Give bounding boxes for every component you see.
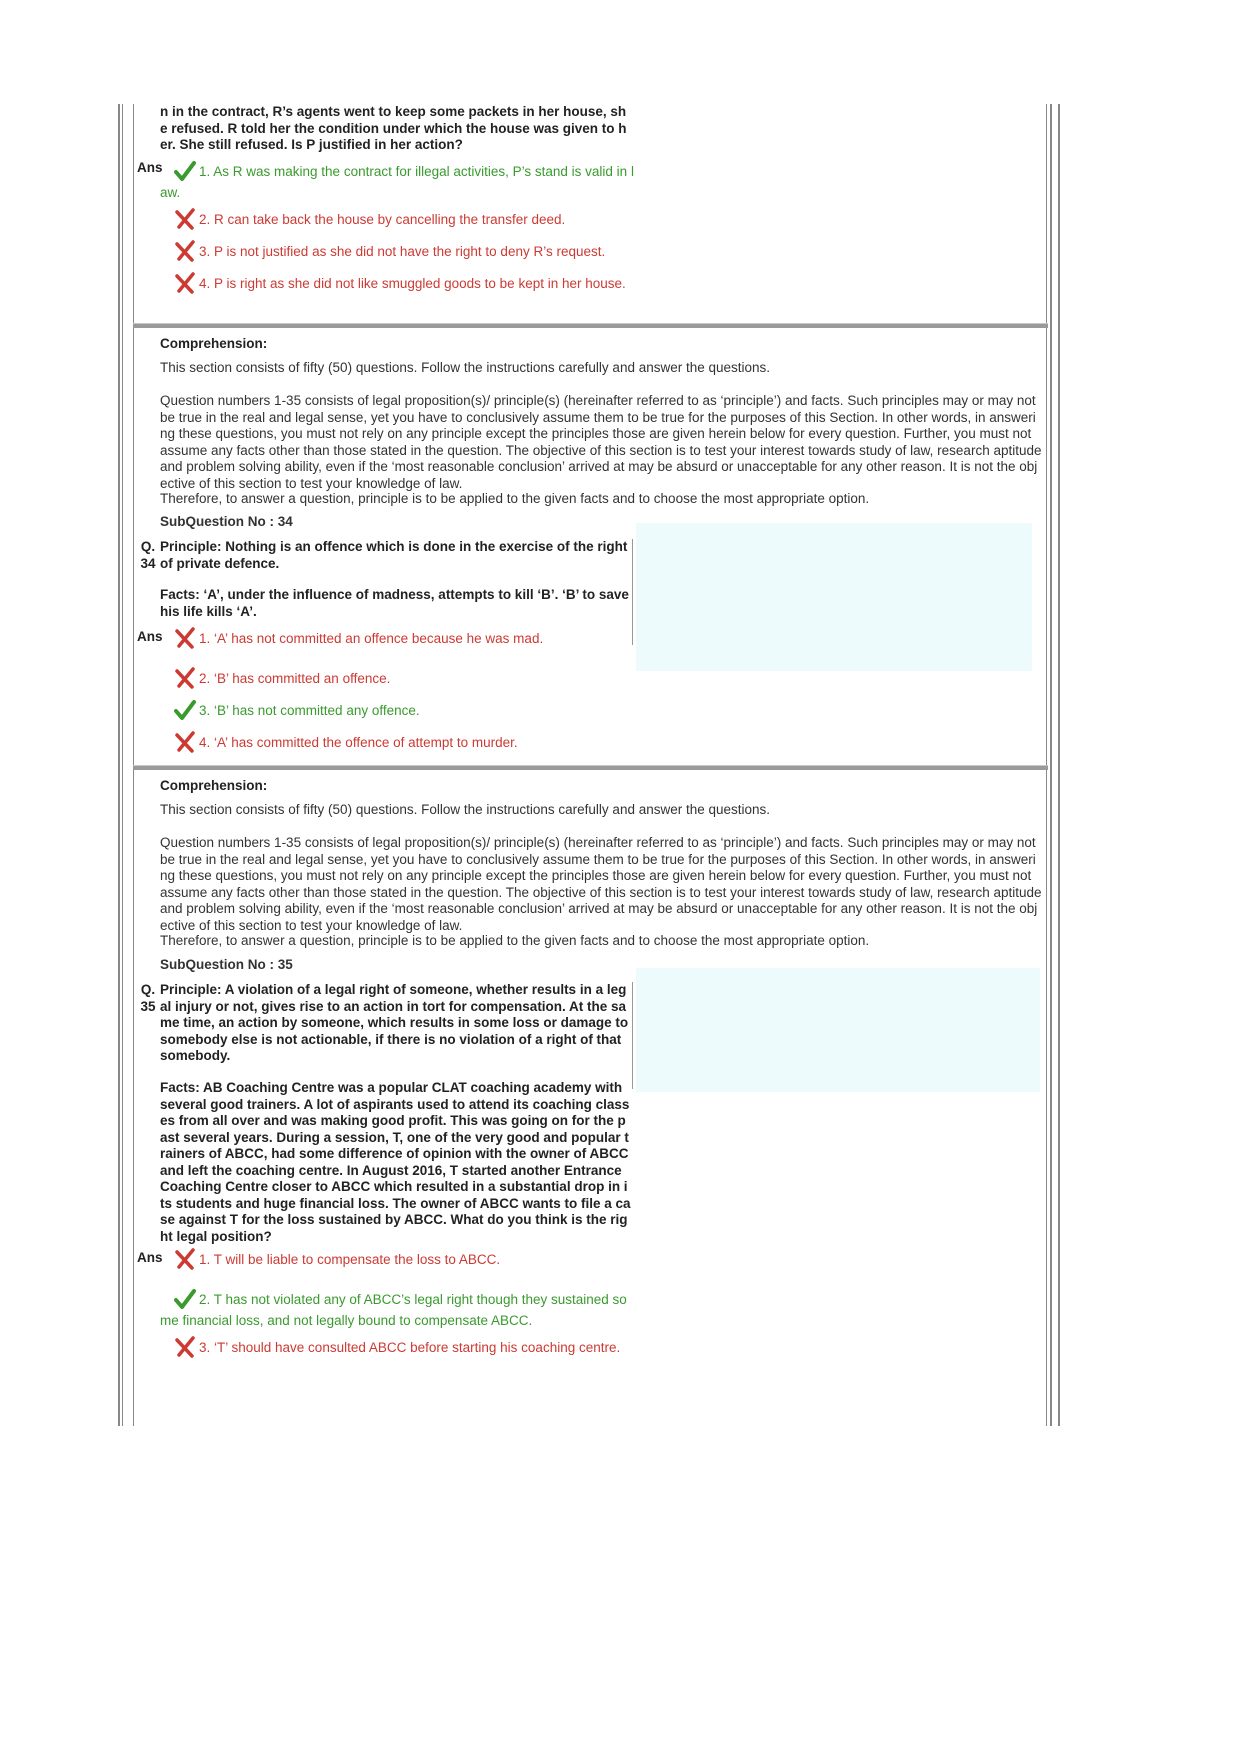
q33-question-text: n in the contract, R’s agents went to keep some packets in her house, she refused. R told her the condition under which the house was given to her. She still refused. Is P justified in her action?: [160, 104, 627, 152]
frame-left-inner: [122, 104, 123, 1426]
comp2-intro: This section consists of fifty (50) questions. Follow the instructions carefully and answer the questions.: [160, 802, 771, 817]
q33-option-1-text: 1. As R was making the contract for illegal activities, P’s stand is valid in law.: [160, 164, 634, 200]
cross-icon: [174, 627, 196, 649]
q35-option-3: [160, 1336, 635, 1358]
q34-option-4-text: 4. ‘A’ has committed the offence of attempt to murder.: [199, 735, 518, 750]
comp2-body: Question numbers 1-35 consists of legal proposition(s)/ principle(s) (hereinafter referred to as ‘principle’) and facts. Such principles may or may not be true in the real and legal sense, yet you have to conclusively assume them to be true for the purposes of this Section. In other words, in answering these questions, you must not rely on any principle except the principles those are given herein below for every question. Further, you must not assume any facts other than those stated in the question. The objective of this section is to test your interest towards study of law, research aptitude and problem solving ability, even if the ‘most reasonable conclusion’ arrived at may be absurd or unacceptable for any other reason. It is not the objective of this section to test your knowledge of law.: [160, 835, 1042, 933]
q33-option-1: [160, 160, 635, 203]
q34-facts: Facts: ‘A’, under the influence of madness, attempts to kill ‘B’. ‘B’ to save his life kills ‘A’.: [160, 587, 629, 619]
q35-principle: Principle: A violation of a legal right of someone, whether results in a legal injury or not, gives rise to an action in tort for compensation. At the same time, an action by someone, which results in some loss or damage to somebody else is not actionable, if there is no violation of a right of that somebody.: [160, 982, 629, 1063]
q33-option-2: [160, 208, 635, 230]
q33-option-4: [160, 272, 635, 294]
cross-icon: [174, 1248, 196, 1270]
check-icon: [174, 1288, 196, 1310]
q35-facts: Facts: AB Coaching Centre was a popular CLAT coaching academy with several good trainers. A lot of aspirants used to attend its coaching classes from all over and was making good profit. This was going on for the past several years. During a session, T, one of the very good and popular trainers of ABCC, had some difference of opinion with the owner of ABCC and left the coaching centre. In August 2016, T started another Entrance Coaching Centre closer to ABCC which resulted in a substantial drop in its students and huge financial loss. The owner of ABCC wants to file a case against T for the loss sustained by ABCC. What do you think is the right legal position?: [160, 1080, 631, 1244]
comp1-body: Question numbers 1-35 consists of legal proposition(s)/ principle(s) (hereinafter referred to as ‘principle’) and facts. Such principles may or may not be true in the real and legal sense, yet you have to conclusively assume them to be true for the purposes of this Section. In other words, in answering these questions, you must not rely on any principle except the principles those are given herein below for every question. Further, you must not assume any facts other than those stated in the question. The objective of this section is to test your interest towards study of law, research aptitude and problem solving ability, even if the ‘most reasonable conclusion’ arrived at may be absurd or unacceptable for any other reason. It is not the objective of this section to test your knowledge of law.: [160, 393, 1042, 491]
check-icon: [174, 699, 196, 721]
q34-option-1: [160, 627, 635, 649]
q35-option-2-text: 2. T has not violated any of ABCC’s legal right though they sustained some financial loss, and not legally bound to compensate ABCC.: [160, 1292, 627, 1328]
q33-option-4-text: 4. P is right as she did not like smuggled goods to be kept in her house.: [199, 276, 626, 291]
comp2-heading: Comprehension:: [160, 778, 268, 793]
frame-right: [1050, 104, 1052, 1426]
comp1-closing: Therefore, to answer a question, principle is to be applied to the given facts and to choose the most appropriate option.: [160, 491, 870, 506]
frame-right-outer: [1058, 104, 1060, 1426]
q34-principle: Principle: Nothing is an offence which is done in the exercise of the right of private defence.: [160, 539, 628, 571]
frame-left-outer: [118, 104, 120, 1426]
cross-icon: [174, 240, 196, 262]
q33-option-2-text: 2. R can take back the house by cancelling the transfer deed.: [199, 212, 566, 227]
q34-label: Q. 34: [140, 539, 156, 571]
q35-question-box-principle: [160, 982, 633, 1089]
q34-option-2-text: 2. ‘B’ has committed an offence.: [199, 671, 391, 686]
check-icon: [174, 160, 196, 182]
q34-subquestion-number: SubQuestion No : 34: [160, 514, 293, 529]
q33-ans-label: Ans: [137, 160, 163, 175]
q33-option-3-text: 3. P is not justified as she did not have the right to deny R’s request.: [199, 244, 606, 259]
q34-option-1-text: 1. ‘A’ has not committed an offence because he was mad.: [199, 631, 544, 646]
q34-option-4: [160, 731, 635, 753]
q34-option-2: [160, 667, 635, 689]
cross-icon: [174, 1336, 196, 1358]
cross-icon: [174, 272, 196, 294]
section-separator: [133, 765, 1048, 770]
q35-ans-label: Ans: [137, 1250, 163, 1265]
q35-image-placeholder: [636, 968, 1040, 1092]
cross-icon: [174, 208, 196, 230]
q33-option-3: [160, 240, 635, 262]
q35-subquestion-number: SubQuestion No : 35: [160, 957, 293, 972]
section-separator: [133, 323, 1048, 328]
q35-option-1-text: 1. T will be liable to compensate the loss to ABCC.: [199, 1252, 501, 1267]
q34-option-3-text: 3. ‘B’ has not committed any offence.: [199, 703, 420, 718]
q34-ans-label: Ans: [137, 629, 163, 644]
comp2-closing: Therefore, to answer a question, principle is to be applied to the given facts and to choose the most appropriate option.: [160, 933, 870, 948]
q35-option-3-text: 3. ‘T’ should have consulted ABCC before starting his coaching centre.: [199, 1340, 621, 1355]
comp1-heading: Comprehension:: [160, 336, 268, 351]
q34-option-3: [160, 699, 635, 721]
q35-option-1: [160, 1248, 635, 1270]
cross-icon: [174, 731, 196, 753]
q35-label: Q. 35: [140, 982, 156, 1014]
q35-option-2: [160, 1288, 635, 1331]
cross-icon: [174, 667, 196, 689]
q34-image-placeholder: [636, 523, 1032, 671]
comp1-intro: This section consists of fifty (50) questions. Follow the instructions carefully and answer the questions.: [160, 360, 771, 375]
